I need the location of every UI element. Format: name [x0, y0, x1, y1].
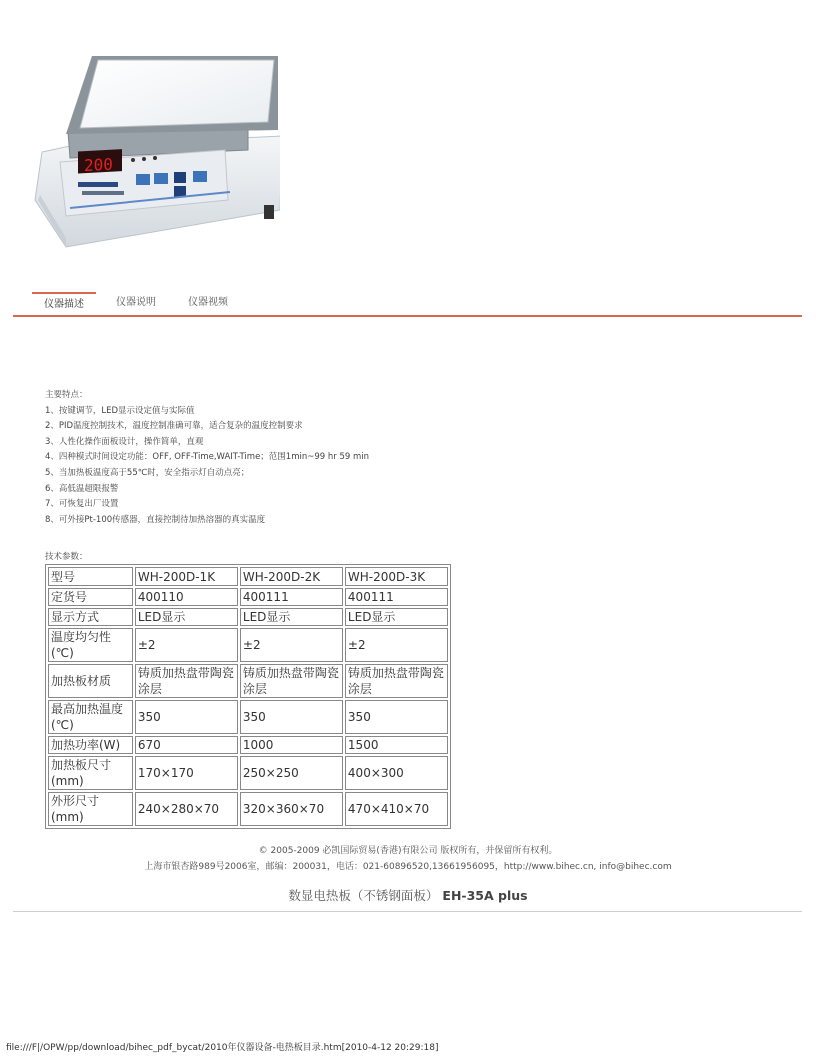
footer-contact: 上海市银杏路989号2006室，邮编：200031，电话：021-60896520,13661956095，http://www.bihec.cn, info@bihec.com: [144, 862, 672, 872]
table-cell: ±2: [345, 628, 448, 662]
table-cell: WH-200D-3K: [345, 567, 448, 586]
table-cell: 加热功率(W): [48, 736, 133, 754]
table-row: [48, 608, 448, 626]
table-cell: 外形尺寸(mm): [48, 792, 133, 826]
table-row: [48, 736, 448, 754]
table-cell: LED显示: [240, 608, 343, 626]
table-cell: 240×280×70: [135, 792, 238, 826]
feature-item: 3、人性化操作面板设计，操作简单，直观: [45, 436, 204, 447]
table-cell: 670: [135, 736, 238, 754]
table-cell: LED显示: [135, 608, 238, 626]
tab-video[interactable]: 仪器视频: [188, 297, 228, 308]
table-cell: 显示方式: [48, 608, 133, 626]
page-url-footer: file:///F|/OPW/pp/download/bihec_pdf_bycat/2010年仪器设备-电热板目录.htm[2010-4-12 20:29:18]: [6, 1043, 439, 1053]
table-cell: WH-200D-2K: [240, 567, 343, 586]
table-cell: 最高加热温度(℃): [48, 700, 133, 734]
tab-manual[interactable]: 仪器说明: [116, 297, 156, 308]
table-cell: 铸质加热盘带陶瓷涂层: [135, 664, 238, 698]
product-name: 数显电热板（不锈钢面板）: [288, 888, 439, 903]
feature-item: 8、可外接Pt-100传感器，直接控制待加热溶器的真实温度: [45, 514, 266, 525]
table-cell: 铸质加热盘带陶瓷涂层: [240, 664, 343, 698]
table-cell: 250×250: [240, 756, 343, 790]
table-row: [48, 664, 448, 698]
table-cell: 170×170: [135, 756, 238, 790]
table-cell: 温度均匀性(℃): [48, 628, 133, 662]
tab-divider: [13, 315, 802, 317]
table-cell: 加热板尺寸(mm): [48, 756, 133, 790]
specs-heading: 技术参数：: [45, 552, 88, 562]
table-cell: 加热板材质: [48, 664, 133, 698]
table-row: [48, 567, 448, 586]
table-cell: 470×410×70: [345, 792, 448, 826]
table-cell: 400111: [345, 588, 448, 606]
table-cell: LED显示: [345, 608, 448, 626]
tab-description[interactable]: 仪器描述: [32, 292, 96, 316]
table-row: [48, 756, 448, 790]
table-row: [48, 792, 448, 826]
table-cell: 型号: [48, 567, 133, 586]
features-section: [45, 388, 369, 528]
feature-item: 5、当加热板温度高于55℃时，安全指示灯自动点亮；: [45, 467, 250, 478]
product-title: [0, 886, 816, 904]
led-display-readout: 200: [84, 154, 113, 176]
table-cell: 400×300: [345, 756, 448, 790]
features-heading: 主要特点：: [45, 390, 88, 400]
feature-item: 6、高低温超限报警: [45, 483, 119, 494]
table-cell: WH-200D-1K: [135, 567, 238, 586]
specs-table: [45, 564, 451, 829]
feature-item: 4、四种模式时间设定功能：OFF, OFF-Time,WAIT-Time；范围1min~99 hr 59 min: [45, 452, 370, 463]
table-cell: 400110: [135, 588, 238, 606]
table-row: [48, 700, 448, 734]
table-cell: 铸质加热盘带陶瓷涂层: [345, 664, 448, 698]
hot-plate-product-image: [30, 50, 280, 250]
table-cell: 1000: [240, 736, 343, 754]
product-model: EH-35A plus: [442, 888, 528, 903]
table-cell: 1500: [345, 736, 448, 754]
table-cell: 350: [240, 700, 343, 734]
table-cell: ±2: [135, 628, 238, 662]
table-cell: 350: [345, 700, 448, 734]
table-cell: 定货号: [48, 588, 133, 606]
feature-item: 7、可恢复出厂设置: [45, 499, 119, 510]
table-cell: ±2: [240, 628, 343, 662]
table-cell: 320×360×70: [240, 792, 343, 826]
footer-copyright: © 2005-2009 必凯国际贸易(香港)有限公司 版权所有，并保留所有权利。: [258, 846, 558, 856]
feature-item: 2、PID温度控制技术，温度控制准确可靠，适合复杂的温度控制要求: [45, 421, 303, 432]
bottom-divider: [13, 911, 802, 912]
table-row: [48, 628, 448, 662]
table-cell: 400111: [240, 588, 343, 606]
table-cell: 350: [135, 700, 238, 734]
feature-item: 1、按键调节，LED显示设定值与实际值: [45, 405, 195, 416]
tab-bar: [32, 292, 248, 316]
table-row: [48, 588, 448, 606]
